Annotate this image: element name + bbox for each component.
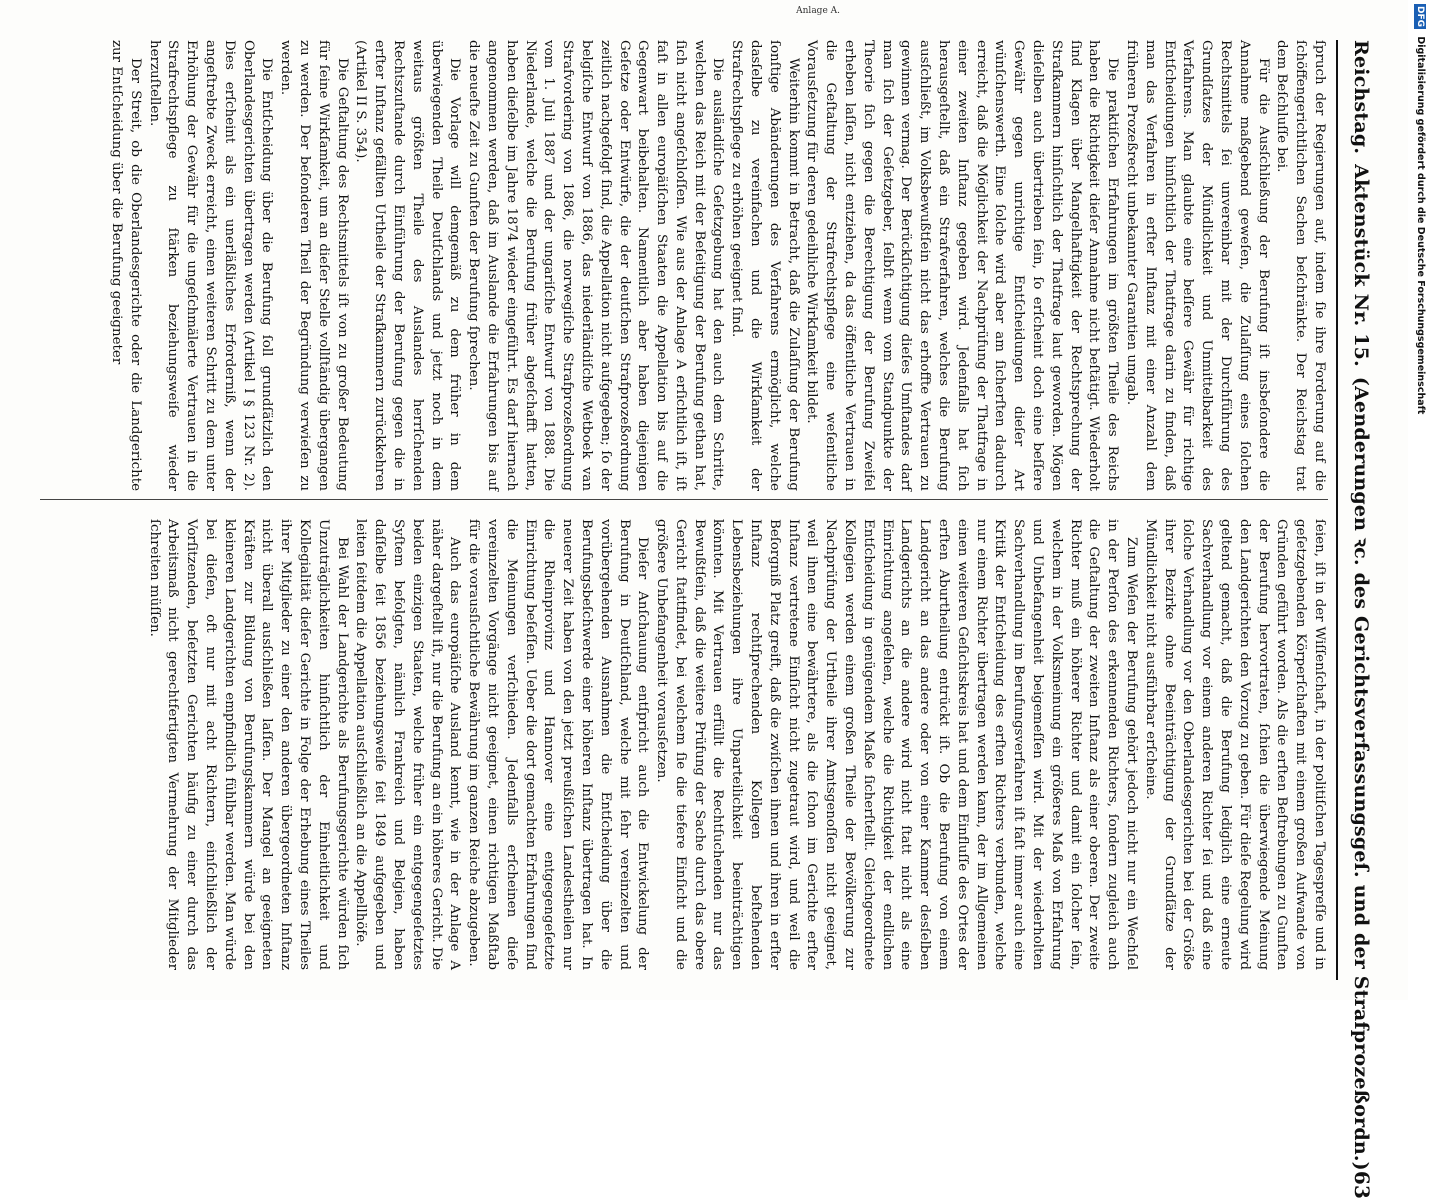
right-column-paragraph: ſeien, iſt in der Wiſſenſchaft, in der politiſchen Tagespreſſe und in geſetzgebenden Körperſchaften mit einem großen Aufwande von Gründen geführt worden. Als die erſten Beſtrebungen zu Gunſten der Berufung hervortraten, ſchien die überwiegende Meinung den Landgerichten den Vorzug zu geben. Für dieſe Regelung wird geltend gemacht, daß die Berufung lediglich eine erneute Sachverhandlung vor einem anderen Richter ſei und daß eine ſolche Verhandlung vor den Oberlandesgerichten bei der Größe ihrer Bezirke ohne Beeinträchtigung der Grundſätze der Mündlichkeit nicht ausführbar erſcheine. [1142, 519, 1327, 970]
left-column-paragraph: Weiterhin kommt in Betracht, daß die Zulaſſung der Berufung ſonſtige Abänderungen des Verfahrens ermöglicht, welche dasſelbe zu vereinfachen und die Wirkſamkeit der Strafrechtspflege zu erhöhen geeignet ſind. [729, 40, 801, 491]
header-document-number: Aktenstück Nr. 15. [1350, 164, 1372, 367]
running-head [1349, 40, 1375, 1171]
left-column-paragraph: Die Geſtaltung des Rechtsmittels iſt von zu großer Bedeutung für ſeine Wirkſamkeit, um an dieſer Stelle vollſtändig übergangen zu werden. Der beſonderen Theil der Begründung verwieſen zu werden. [278, 40, 350, 491]
left-column [40, 40, 1328, 491]
left-column-paragraph: ſpruch der Regierungen auf, indem ſie ihre Forderung auf die ſchöffengerichtlichen Sachen beſchränkte. Der Reichstag trat dem Beſchluſſe bei. [1274, 40, 1327, 491]
digitization-credit [1408, 0, 1432, 1000]
right-column-paragraph: Bei Wahl der Landgerichte als Berufungsgerichte würden ſich Unzuträglichkeiten hinſichtlich der Einheitlichkeit und Kollegialität dieſer Gerichte in Folge der Erhebung eines Theiles ihrer Mitglieder zu einer den anderen übergeordneten Inſtanz nicht überall ausſchließen laſſen. Der Mangel an geeigneten Kräften zur Bildung von Berufungskammern würde bei den kleineren Landgerichten empfindlich fühlbar werden. Man würde bei dieſen, oft nur mit acht Richtern, einſchließlich der Vorſitzenden, beſetzten Gerichten häufig zu einer durch das Arbeitsmaß nicht gerechtfertigten Vermehrung der Mitglieder ſchreiten müſſen. [146, 519, 350, 970]
text-columns [40, 40, 1328, 970]
left-column-paragraph: Die praktiſchen Erfahrungen im größten Theile des Reichs haben die Richtigkeit dieſer Annahme nicht beſtätigt. Wiederholt ſind Klagen über Mangelhaftigkeit der Rechtsprechung der Strafkammern hinſichtlich der Thatfrage laut geworden. Mögen dieſelben auch übertrieben ſein, ſo erſcheint doch eine beſſere Gewähr gegen unrichtige Entſcheidungen dieſer Art wünſchenswerth. Eine ſolche wird aber am ſicherſten dadurch erreicht, daß die Möglichkeit der Nachprüfung der Thatfrage in einer zweiten Inſtanz gegeben wird. Jedenfalls hat ſich herausgeſtellt, daß ein Strafverfahren, welches die Berufung ausſchließt, im Volksbewußtſein nicht das erhoffte Vertrauen zu gewinnen vermag. Der Berückſichtigung dieſes Umſtandes darf man ſich der Geſetzgeber, ſelbſt wenn vom Standpunkte der Theorie ſich gegen die Berechtigung der Berufung Zweifel erheben laſſen, nicht entziehen, da das öffentliche Vertrauen in die Geſtaltung der Strafrechtspflege eine weſentliche Vorausſetzung für deren gedeihliche Wirkſamkeit bildet. [804, 40, 1121, 491]
left-column-paragraph: Die Vorlage will demgemäß zu dem früher in dem überwiegenden Theile Deutſchlands und jetzt noch in dem weitaus größten Theile des Auslandes herrſchenden Rechtszuſtande durch Einführung der Berufung gegen die in erſter Inſtanz gefällten Urtheile der Strafkammern zurückkehren (Artikel II S. 354). [353, 40, 463, 491]
left-column-paragraph: Für die Ausſchließung der Berufung iſt insbeſondere die Annahme maßgebend geweſen, die Zulaſſung eines ſolchen Rechtsmittels ſei unvereinbar mit der Durchführung des Grundſatzes der Mündlichkeit und Unmittelbarkeit des Verfahrens. Man glaubte eine beſſere Gewähr für richtige Entſcheidungen hinſichtlich der Thatfrage darin zu finden, daß man das Verfahren in erſter Inſtanz mit einer Anzahl dem früheren Prozeßrecht unbekannter Garantien umgab. [1124, 40, 1271, 491]
left-column-paragraph: Die ausländiſche Geſetzgebung hat den auch dem Schritte, welchen das Reich mit der Beſeitigung der Berufung gethan hat, ſich nicht angeſchloſſen. Wie aus der Anlage A erſichtlich iſt, iſt faſt in allen europäiſchen Staaten die Appellation bis auf die Gegenwart beibehalten. Namentlich aber haben diejenigen Geſetze oder Entwürfe, die der deutſchen Strafprozeßordnung zeitlich nachgefolgt ſind, die Appellation nicht aufgegeben; ſo der belgiſche Entwurf von 1886, das niederländiſche Wetboek van Strafvordering von 1886, die norwegiſche Strafprozeßordnung vom 1. Juli 1887 und der ungariſche Entwurf von 1888. Die Niederlande, welche die Berufung früher abgeſchafft hatten, haben dieſelbe im Jahre 1874 wieder eingeführt. Es darf hiernach angenommen werden, daß im Auslande die Erfahrungen bis auf die neueſte Zeit zu Gunſten der Berufung ſprechen. [466, 40, 726, 491]
credit-text: Digitalisierung gefördert durch die Deutsche Forschungsgemeinschaft [1415, 36, 1426, 415]
right-column-paragraph: Dieſer Anſchauung entſpricht auch die Entwickelung der Berufung in Deutſchland, welche mit ſehr vereinzelten und vorübergehenden Ausnahmen die Entſcheidung über die Berufungsbeſchwerde einer höheren Inſtanz übertragen hat. In neuerer Zeit haben von den jetzt preußiſchen Landestheilen nur die Rheinprovinz und Hannover eine entgegengeſetzte Einrichtung beſeſſen. Ueber die dort gemachten Erfahrungen ſind die Meinungen verſchieden. Jedenfalls erſcheinen dieſe vereinzelten Vorgänge nicht geeignet, einen richtigen Maßſtab für die vorausſichtliche Bewährung im ganzen Reiche abzugeben. [466, 519, 651, 970]
column-divider [40, 499, 1328, 500]
page-number: 63 [1350, 1170, 1374, 1199]
credit-text-block [1414, 4, 1426, 414]
header-title: (Aenderungen ꝛc. des Gerichtsverfassungsgeſ. und der Strafprozeßordn.) [1350, 376, 1372, 1171]
left-column-paragraph: Der Streit, ob die Oberlandesgerichte oder die Landgerichte zur Entſcheidung über die Berufung geeigneter [109, 40, 143, 491]
dfg-logo: DFG [1415, 6, 1425, 28]
margin-note: Anlage A. [796, 6, 840, 16]
header-reichstag: Reichstag. [1350, 40, 1372, 155]
right-column-paragraph: Auch das europäiſche Ausland kennt, wie in der Anlage A näher dargeſtellt iſt, nur die Berufung an ein höheres Gericht. Die beiden einzigen Staaten, welche früher ein entgegengeſetztes Syſtem befolgten, nämlich Frankreich und Belgien, haben daſſelbe ſeit 1856 beziehungsweiſe ſeit 1849 aufgegeben und leiten ſeitdem die Appellation ausſchließlich an die Appellhöfe. [353, 519, 463, 970]
page-header [1338, 40, 1386, 1199]
left-column-paragraph: Die Entſcheidung über die Berufung ſoll grundſätzlich den Oberlandesgerichten übertragen werden (Artikel I § 123 Nr. 2). Dies erſcheint als ein unerläßliches Erforderniß, wenn der angeſtrebte Zweck erreicht, einen weiteren Schritt zu dem unter Erhöhung der Gewähr für die ungeſchmälerte Vertrauen in die Strafrechtspflege zu ſtärken beziehungsweiſe wieder herzuſtellen. [146, 40, 275, 491]
right-column-paragraph: Zum Weſen der Berufung gehört jedoch nicht nur ein Wechſel in der Perſon des erkennenden Richters, ſondern zugleich auch die Geſtaltung der zweiten Inſtanz als einer oberen. Der zweite Richter muß ein höherer Richter und damit ein ſolcher ſein, welchem in der Volksmeinung ein größeres Maß von Erfahrung und Unbefangenheit beigemeſſen wird. Mit der wiederholten Sachverhandlung im Berufungsverfahren iſt faſt immer auch eine Kritik der Entſcheidung des erſten Richters verbunden, welche nur einem Richter übertragen werden kann, der im Allgemeinen einen weiteren Geſichtskreis hat und dem Einfluſſe des Ortes der erſten Aburtheilung entrückt iſt. Ob die Berufung von einem Landgericht an das andere oder von einer Kammer desſelben Landgerichts an die andere wird nicht ſtatt nicht als eine Einrichtung angeſehen, welche die Richtigkeit der endlichen Entſcheidung in genügendem Maße ſicherſtellt. Gleichgeordnete Kollegien werden einem großen Theile der Bevölkerung zur Nachprüfung der Urtheile ihrer Amtsgenoſſen nicht geeignet, weil ihnen eine bewährtere, als die ſchon im Gerichte erſter Inſtanz vertretene Einſicht nicht zugetraut wird, und weil die Beſorgniß Platz greift, daß die zwiſchen ihnen und ihren in erſter Inſtanz rechtſprechenden Kollegen beſtehenden Lebensbeziehungen ihre Unparteilichkeit beeinträchtigen könnten. Mit Vertrauen erfüllt die Rechtſuchenden nur das Bewußtſein, daß die weitere Prüfung der Sache durch das obere Gericht ſtattfindet, bei welchem ſie die tiefere Einſicht und die größere Unbefangenheit vorausſetzen. [654, 519, 1140, 970]
right-column [40, 519, 1328, 970]
header-rule [1336, 40, 1338, 980]
